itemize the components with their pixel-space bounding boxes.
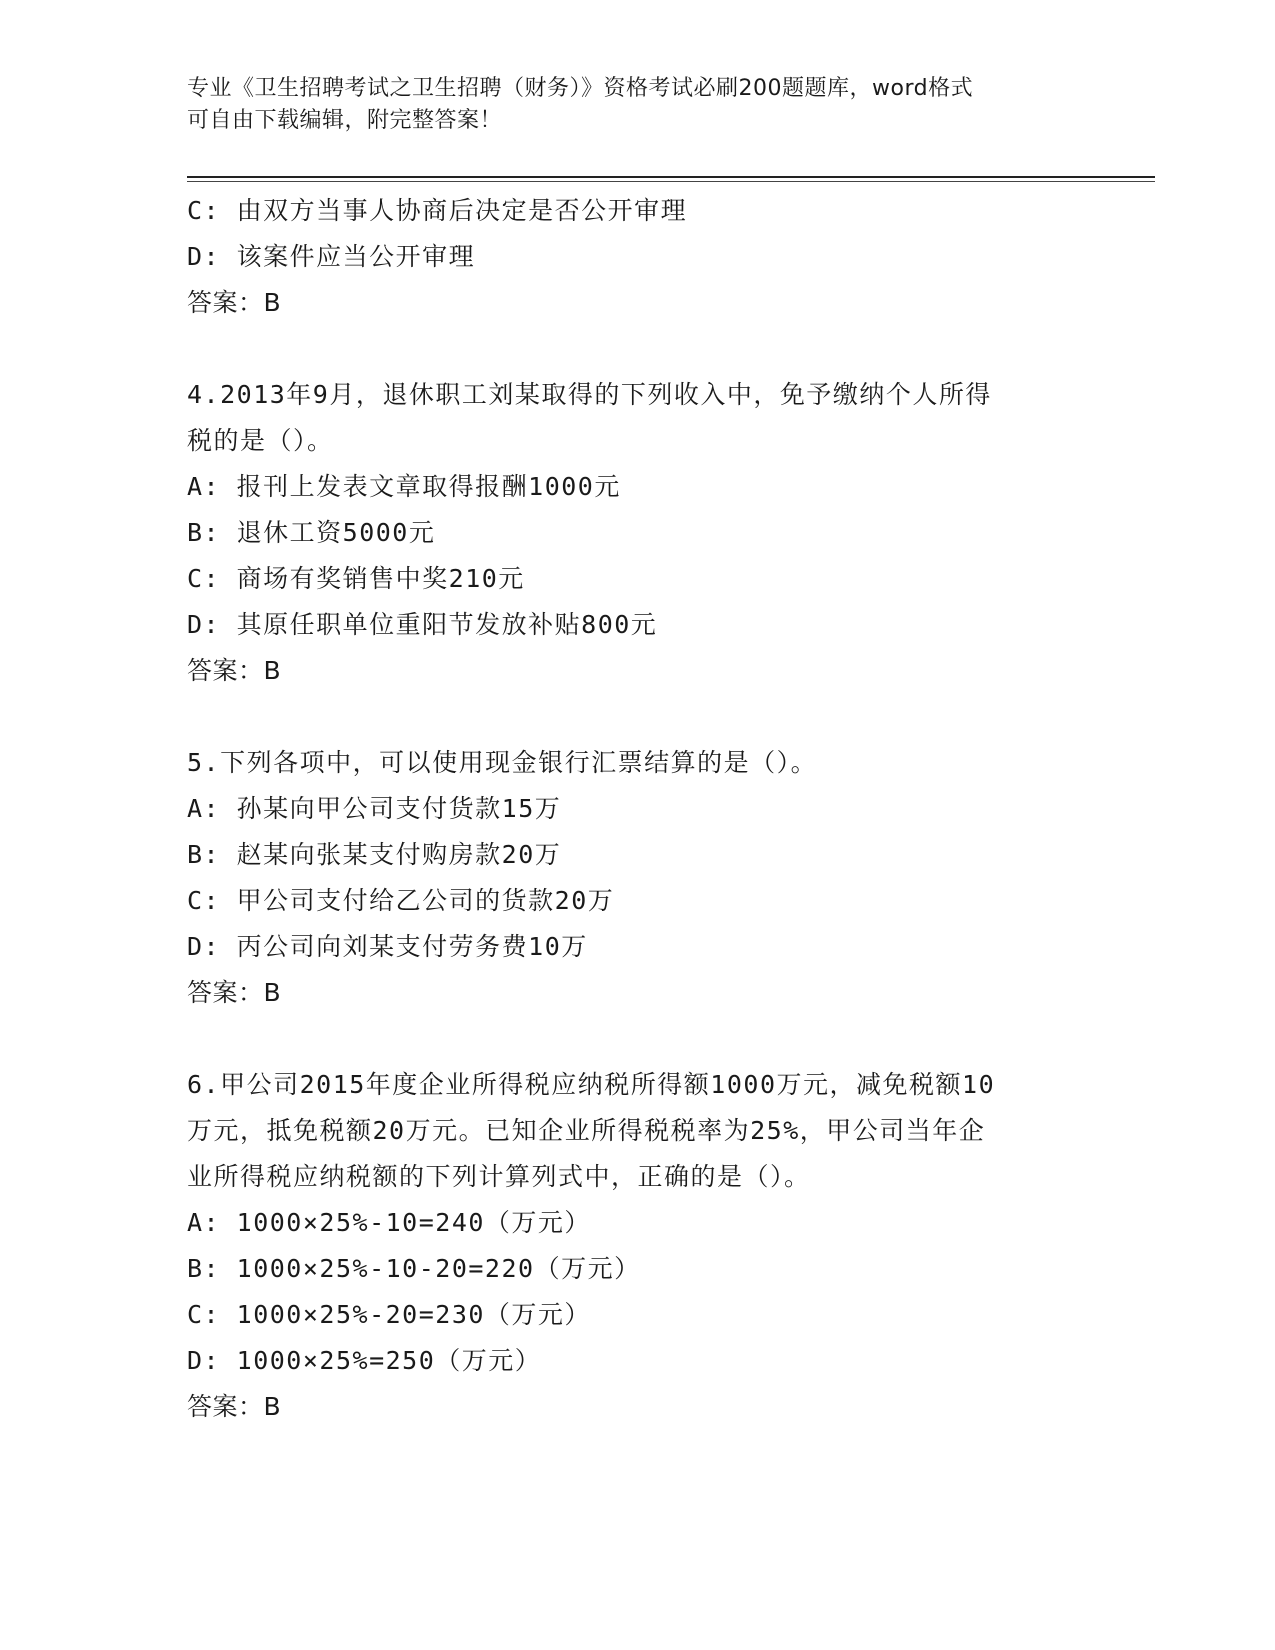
q5-option-b: B: 赵某向张某支付购房款20万: [187, 840, 562, 869]
q5-option-d: D: 丙公司向刘某支付劳务费10万: [187, 932, 588, 961]
question-6: [187, 1062, 1087, 1430]
spacer: [187, 1016, 1087, 1062]
question-4: [187, 372, 1087, 694]
header-title-line-1: 专业《卫生招聘考试之卫生招聘（财务）》资格考试必刷200题题库，word格式: [187, 76, 974, 101]
q6-answer: 答案：B: [187, 1392, 282, 1421]
q3-answer: 答案：B: [187, 288, 282, 317]
q5-stem-line-1: 5.下列各项中，可以使用现金银行汇票结算的是（）。: [187, 748, 818, 777]
header-title-line-2: 可自由下载编辑，附完整答案！: [187, 108, 503, 133]
q3-option-d: D: 该案件应当公开审理: [187, 242, 476, 271]
spacer: [187, 694, 1087, 740]
document-header: [187, 73, 1067, 137]
q5-answer: 答案：B: [187, 978, 282, 1007]
q6-stem-line-2: 万元，抵免税额20万元。已知企业所得税税率为25%，甲公司当年企: [187, 1116, 986, 1145]
q6-option-c: C: 1000×25%-20=230（万元）: [187, 1300, 591, 1329]
q6-option-b: B: 1000×25%-10-20=220（万元）: [187, 1254, 641, 1283]
q5-option-a: A: 孙某向甲公司支付货款15万: [187, 794, 562, 823]
question-5: [187, 740, 1087, 1016]
q4-option-d: D: 其原任职单位重阳节发放补贴800元: [187, 610, 658, 639]
q3-option-c: C: 由双方当事人协商后决定是否公开审理: [187, 196, 688, 225]
q4-option-c: C: 商场有奖销售中奖210元: [187, 564, 525, 593]
q6-stem-line-3: 业所得税应纳税额的下列计算列式中，正确的是（）。: [187, 1162, 811, 1191]
spacer: [187, 326, 1087, 372]
header-divider-thin: [187, 181, 1155, 182]
q4-option-b: B: 退休工资5000元: [187, 518, 436, 547]
question-3: [187, 188, 1087, 326]
header-divider-thick: [187, 176, 1155, 178]
q6-option-d: D: 1000×25%=250（万元）: [187, 1346, 542, 1375]
q6-option-a: A: 1000×25%-10=240（万元）: [187, 1208, 591, 1237]
q6-stem-line-1: 6.甲公司2015年度企业所得税应纳税所得额1000万元，减免税额10: [187, 1070, 996, 1099]
q4-stem-line-2: 税的是（）。: [187, 426, 334, 455]
question-content: [187, 188, 1087, 1430]
q4-answer: 答案：B: [187, 656, 282, 685]
q4-stem-line-1: 4.2013年9月，退休职工刘某取得的下列收入中，免予缴纳个人所得: [187, 380, 992, 409]
q4-option-a: A: 报刊上发表文章取得报酬1000元: [187, 472, 621, 501]
q5-option-c: C: 甲公司支付给乙公司的货款20万: [187, 886, 615, 915]
